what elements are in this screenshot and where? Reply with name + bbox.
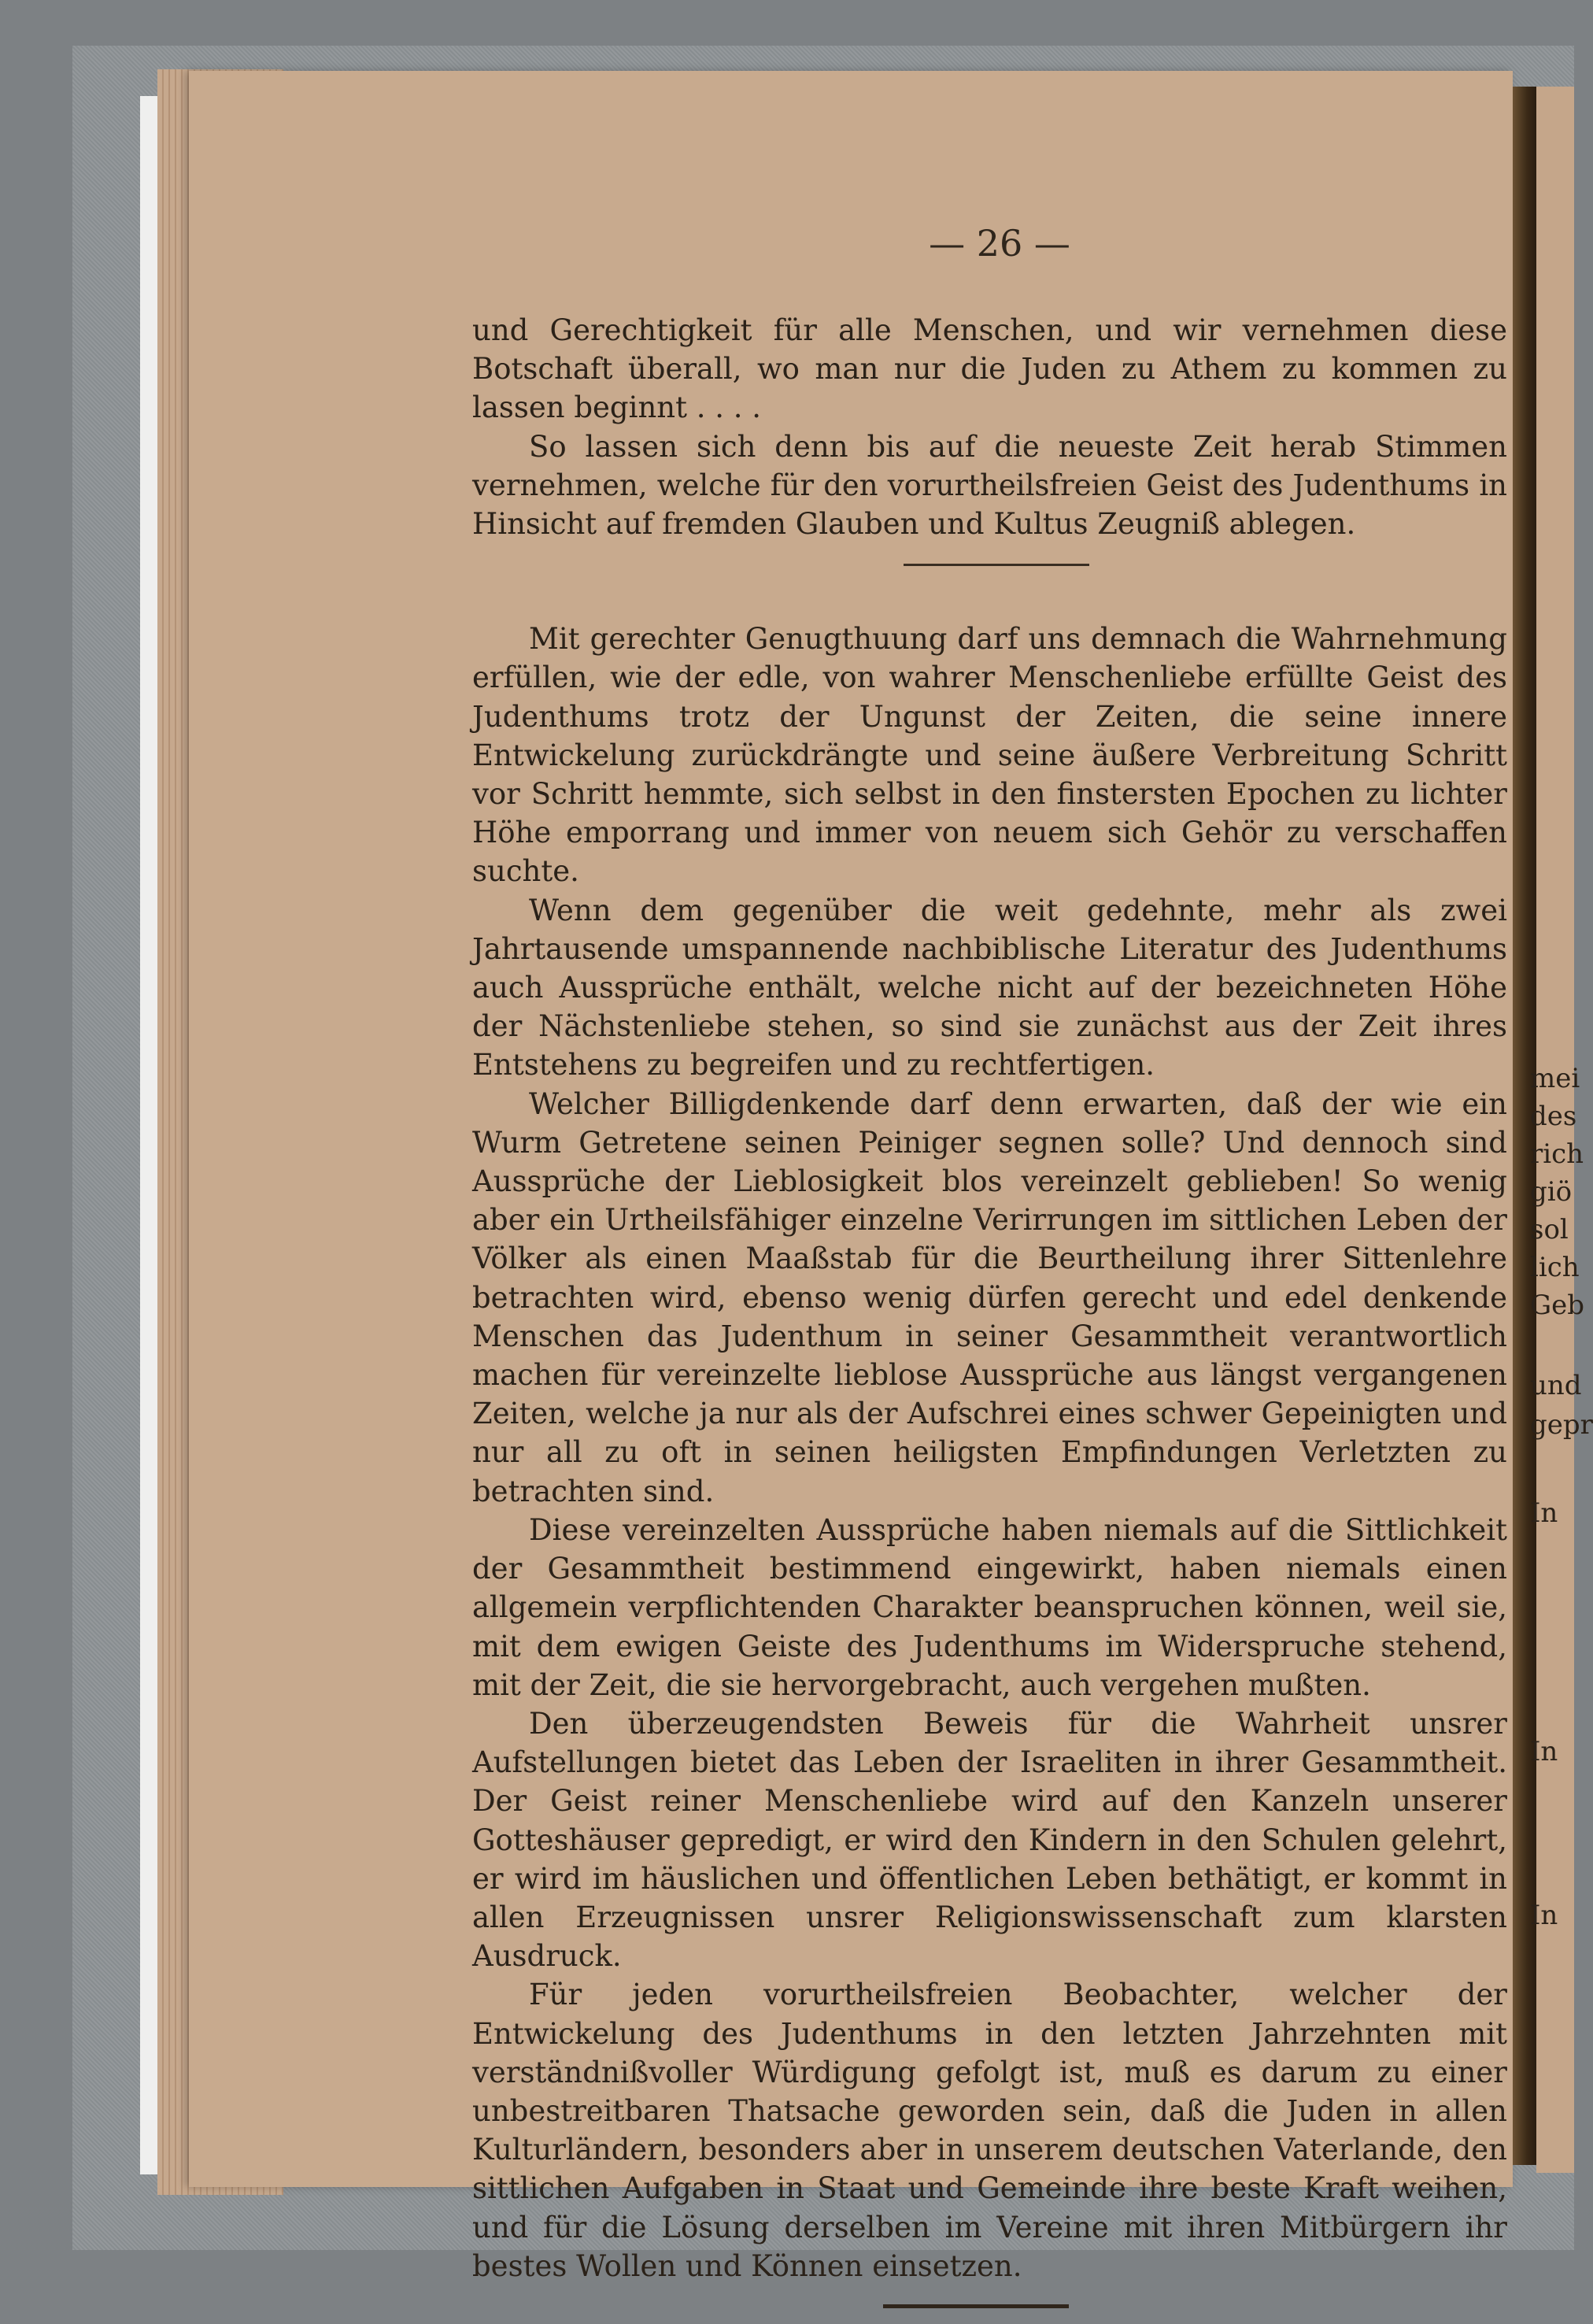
facing-page-fragment: In: [1530, 1497, 1558, 1529]
paragraph: und Gerechtigkeit für alle Menschen, und wir vernehmen diese Botschaft überall, wo man nur die Juden zu Athem zu kommen zu lassen beginnt . . . .: [472, 313, 1507, 425]
paragraph: So lassen sich denn bis auf die neueste Zeit herab Stimmen vernehmen, welche für den vorurtheilsfreien Geist des Judenthums in Hinsicht auf fremden Glauben und Kultus Zeugniß ablegen.: [472, 429, 1507, 542]
paragraph: Mit gerechter Genugthuung darf uns demnach die Wahrnehmung erfüllen, wie der edle, von wahrer Menschenliebe erfüllte Geist des Judenthums trotz der Ungunst der Zeiten, die seine innere Entwickelung zurückdrängte und seine äußere Verbreitung Schritt vor Schritt hemmte, sich selbst in den finstersten Epochen zu lichter Höhe emporrang und immer von neuem sich Gehör zu verschaffen suchte.: [472, 622, 1507, 889]
facing-page-fragment: sol: [1530, 1214, 1569, 1245]
facing-page-fragment: Geb: [1530, 1290, 1585, 1321]
facing-page-fragment: rich: [1530, 1138, 1584, 1170]
facing-page-fragment: giö: [1530, 1176, 1573, 1208]
end-divider: [883, 2304, 1069, 2308]
facing-page-fragment: In: [1530, 1900, 1558, 1931]
facing-page-fragment: gepr: [1530, 1409, 1593, 1441]
section-divider: [904, 564, 1089, 566]
facing-page-fragment: und: [1530, 1370, 1582, 1401]
body-text: [472, 311, 1507, 2308]
paragraph: Den überzeugendsten Beweis für die Wahrheit unsrer Aufstellungen bietet das Leben der Israeliten in ihrer Gesammtheit. Der Geist reiner Menschenliebe wird auf den Kanzeln unserer Gotteshäuser gepredigt, er wird den Kindern in den Schulen gelehrt, er wird im häuslichen und öffentlichen Leben bethätigt, er kommt in allen Erzeugnissen unsrer Religionswissenschaft zum klarsten Ausdruck.: [472, 1706, 1507, 1974]
facing-page-fragment: lich: [1530, 1252, 1580, 1283]
facing-page-fragment: des: [1530, 1101, 1577, 1132]
paragraph: Für jeden vorurtheilsfreien Beobachter, welcher der Entwickelung des Judenthums in den letzten Jahrzehnten mit verständnißvoller Würdigung gefolgt ist, muß es darum zu einer unbestreitbaren Thatsache geworden sein, daß die Juden in allen Kulturländern, besonders aber in unserem deutschen Vaterlande, den sittlichen Aufgaben in Staat und Gemeinde ihre beste Kraft weihen, und für die Lösung derselben im Vereine mit ihren Mitbürgern ihr bestes Wollen und Können einsetzen.: [472, 1978, 1507, 2283]
facing-page-fragment: mei: [1530, 1063, 1580, 1094]
facing-page-fragment: In: [1530, 1736, 1558, 1767]
paragraph: Diese vereinzelten Aussprüche haben niemals auf die Sittlichkeit der Gesammtheit bestimmend eingewirkt, haben niemals einen allgemein verpflichtenden Charakter beanspruchen können, weil sie, mit dem ewigen Geiste des Judenthums im Widerspruche stehend, mit der Zeit, die sie hervorgebracht, auch vergehen mußten.: [472, 1512, 1507, 1702]
spacer: [472, 585, 1507, 620]
page-number: — 26 —: [929, 222, 1070, 265]
paragraph: Wenn dem gegenüber die weit gedehnte, mehr als zwei Jahrtausende umspannende nachbiblische Literatur des Judenthums auch Aussprüche enthält, welche nicht auf der bezeichneten Höhe der Nächstenliebe stehen, so sind sie zunächst aus der Zeit ihres Entstehens zu begreifen und zu rechtfertigen.: [472, 893, 1507, 1082]
paragraph: Welcher Billigdenkende darf denn erwarten, daß der wie ein Wurm Getretene seinen Peiniger segnen solle? Und dennoch sind Aussprüche der Lieblosigkeit blos vereinzelt geblieben! So wenig aber ein Urtheilsfähiger einzelne Verirrungen im sittlichen Leben der Völker als einen Maaßstab für die Beurtheilung ihrer Sittenlehre betrachten wird, ebenso wenig dürfen gerecht und edel denkende Menschen das Judenthum in seiner Gesammtheit verantwortlich machen für vereinzelte lieblose Aussprüche aus längst vergangenen Zeiten, welche ja nur als der Aufschrei eines schwer Gepeinigten und nur all zu oft in seinen heiligsten Empfindungen Verletzten zu betrachten sind.: [472, 1086, 1507, 1508]
endpaper-strip: [140, 96, 157, 2174]
